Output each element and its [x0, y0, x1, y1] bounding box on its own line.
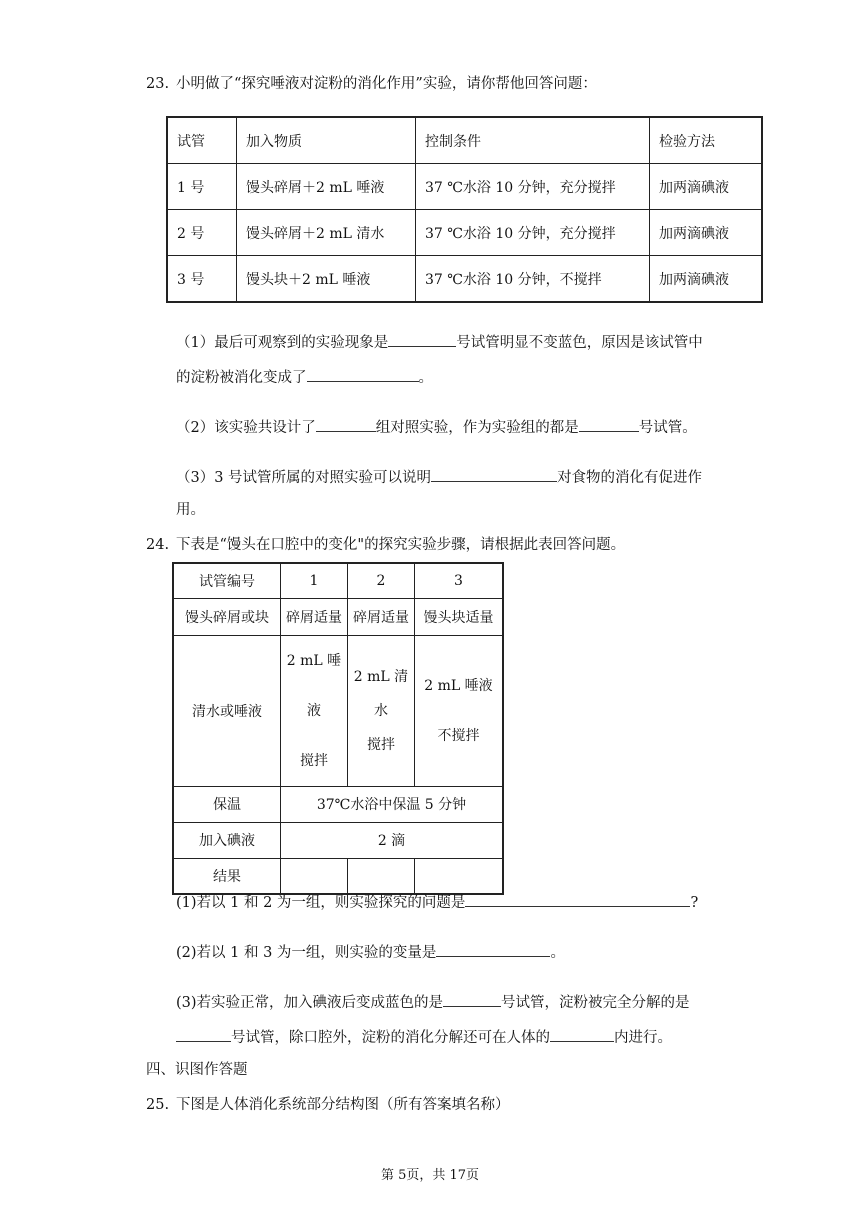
table-cell: 37 ℃水浴 10 分钟，充分搅拌 — [416, 164, 650, 210]
table-row — [173, 822, 503, 858]
q24-number: 24. — [146, 537, 170, 553]
answer-blank[interactable] — [316, 415, 376, 432]
q24-subq1 — [176, 890, 698, 913]
table-header-cell: 试管 — [167, 117, 237, 164]
table-cell[interactable] — [415, 858, 504, 894]
table-row — [173, 598, 503, 635]
table-cell: 馒头碎屑＋2 mL 唾液 — [237, 164, 416, 210]
cell-line: 搅拌 — [300, 752, 328, 769]
answer-blank[interactable] — [465, 890, 690, 907]
text-segment: (1)若以 1 和 2 为一组，则实验探究的问题是 — [176, 895, 466, 911]
table-row — [167, 164, 762, 210]
table-cell: 馒头块＋2 mL 唾液 — [237, 256, 416, 303]
text-segment: 号试管，淀粉被完全分解的是 — [501, 995, 690, 1011]
table-cell: 加入碘液 — [173, 822, 281, 858]
cell-line: 搅拌 — [367, 736, 395, 753]
cell-line: 2 mL 唾液 — [424, 677, 493, 694]
text-segment: 组对照实验，作为实验组的都是 — [375, 420, 579, 436]
table-cell: 3 — [415, 563, 504, 598]
answer-blank[interactable] — [307, 365, 419, 382]
answer-blank[interactable] — [431, 465, 557, 482]
table-cell: 结果 — [173, 858, 281, 894]
q23-subq2 — [176, 415, 697, 438]
q25-number: 25. — [146, 1097, 170, 1113]
table-cell: 2 — [348, 563, 415, 598]
q23-subq1-line2 — [176, 365, 433, 388]
q23-subq3-line2: 用。 — [176, 502, 205, 518]
table-cell[interactable] — [281, 858, 348, 894]
table-cell: 1 — [281, 563, 348, 598]
table-cell: 保温 — [173, 786, 281, 822]
answer-blank[interactable] — [550, 1025, 614, 1042]
table-cell — [348, 635, 415, 786]
answer-blank[interactable] — [176, 1025, 231, 1042]
text-segment: 内进行。 — [614, 1030, 672, 1046]
table-cell: 清水或唾液 — [173, 635, 281, 786]
table-row — [173, 858, 503, 894]
section-heading: 四、识图作答题 — [146, 1062, 248, 1078]
text-segment: (2)若以 1 和 3 为一组，则实验的变量是 — [176, 945, 437, 961]
table-cell: 3 号 — [167, 256, 237, 303]
table-row — [173, 563, 503, 598]
table-cell: 1 号 — [167, 164, 237, 210]
table-cell: 碎屑适量 — [281, 598, 348, 635]
table-cell: 馒头碎屑＋2 mL 清水 — [237, 210, 416, 256]
table-header-cell: 检验方法 — [650, 117, 763, 164]
text-segment: 号试管。 — [638, 420, 697, 436]
q23-number: 23. — [146, 76, 170, 92]
text-segment: 号试管明显不变蓝色，原因是该试管中 — [456, 335, 703, 351]
table-cell — [415, 635, 504, 786]
table-header-cell: 控制条件 — [416, 117, 650, 164]
q23-subq3-line1 — [176, 465, 702, 488]
text-segment: （2）该实验共设计了 — [176, 420, 316, 436]
table-cell: 2 滴 — [281, 822, 504, 858]
table-cell: 试管编号 — [173, 563, 281, 598]
table-cell: 馒头块适量 — [415, 598, 504, 635]
table-cell[interactable] — [348, 858, 415, 894]
table-cell: 加两滴碘液 — [650, 210, 763, 256]
text-segment: （3）3 号试管所属的对照实验可以说明 — [176, 470, 432, 486]
page-footer: 第 5页，共 17页 — [380, 1168, 480, 1183]
table-header-row — [167, 117, 762, 164]
table-cell: 2 号 — [167, 210, 237, 256]
text-segment: 的淀粉被消化变成了 — [176, 370, 307, 386]
q24-table — [172, 562, 504, 895]
q24-subq2 — [176, 940, 565, 963]
text-segment: ? — [690, 895, 699, 911]
table-row — [167, 256, 762, 303]
table-cell: 碎屑适量 — [348, 598, 415, 635]
q25-stem: 下图是人体消化系统部分结构图（所有答案填名称） — [176, 1097, 510, 1113]
answer-blank[interactable] — [436, 940, 550, 957]
cell-line: 不搅拌 — [437, 727, 480, 744]
text-segment: 。 — [418, 370, 433, 386]
table-cell — [281, 635, 348, 786]
text-segment: （1）最后可观察到的实验现象是 — [176, 335, 389, 351]
table-row — [173, 786, 503, 822]
q24-subq3-line2 — [176, 1025, 672, 1048]
answer-blank[interactable] — [579, 415, 639, 432]
table-row — [173, 635, 503, 786]
text-segment: (3)若实验正常，加入碘液后变成蓝色的是 — [176, 995, 444, 1011]
table-cell: 馒头碎屑或块 — [173, 598, 281, 635]
table-cell: 37 ℃水浴 10 分钟，充分搅拌 — [416, 210, 650, 256]
cell-line: 2 mL 唾液 — [286, 652, 342, 719]
table-cell: 37 ℃水浴 10 分钟，不搅拌 — [416, 256, 650, 303]
cell-line: 2 mL 清 — [353, 668, 409, 685]
q24-stem: 下表是“馒头在口腔中的变化"的探究实验步骤，请根据此表回答问题。 — [176, 537, 626, 553]
q23-stem: 小明做了“探究唾液对淀粉的消化作用”实验，请你帮他回答问题： — [176, 76, 597, 92]
table-cell: 加两滴碘液 — [650, 164, 763, 210]
q23-table — [166, 116, 763, 303]
table-cell: 37℃水浴中保温 5 分钟 — [281, 786, 504, 822]
table-row — [167, 210, 762, 256]
table-header-cell: 加入物质 — [237, 117, 416, 164]
text-segment: 号试管，除口腔外，淀粉的消化分解还可在人体的 — [231, 1030, 550, 1046]
answer-blank[interactable] — [388, 330, 456, 347]
table-cell: 加两滴碘液 — [650, 256, 763, 303]
text-segment: 。 — [550, 945, 565, 961]
text-segment: 对食物的消化有促进作 — [557, 470, 703, 486]
cell-line: 水 — [374, 702, 388, 719]
q23-subq1-line1 — [176, 330, 703, 353]
q24-subq3-line1 — [176, 990, 690, 1013]
answer-blank[interactable] — [443, 990, 501, 1007]
